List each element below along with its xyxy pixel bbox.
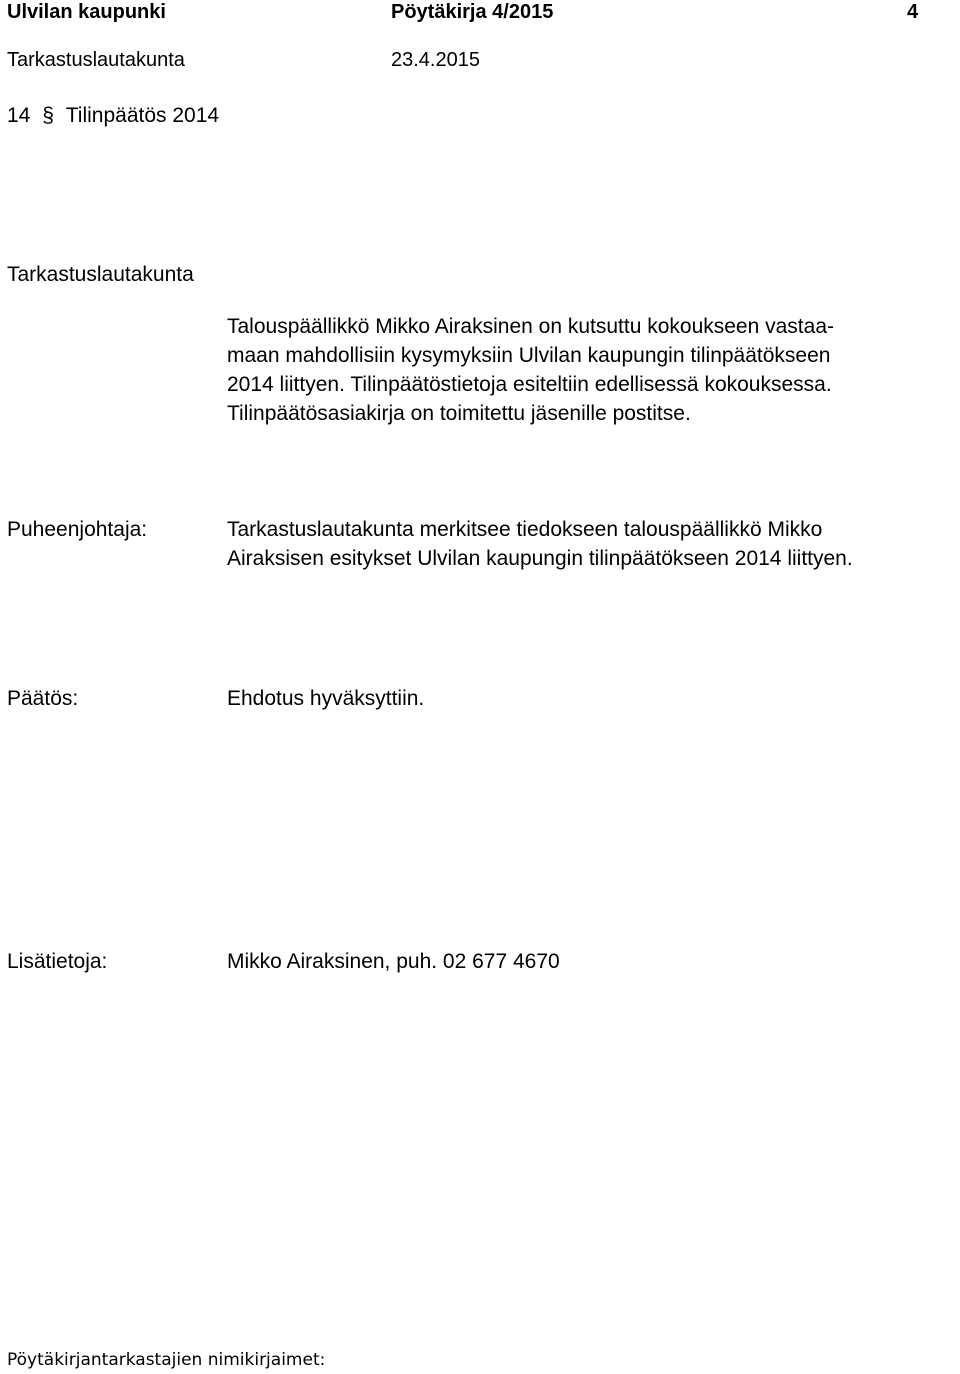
page-number: 4 xyxy=(907,1,919,23)
committee-name: Tarkastuslautakunta xyxy=(7,49,185,71)
paragraph-line: maan mahdollisiin kysymyksiin Ulvilan kaupungin tilinpäätökseen xyxy=(227,344,831,367)
contact-text: Mikko Airaksinen, puh. 02 677 4670 xyxy=(227,950,560,973)
footer-initials-label: Pöytäkirjantarkastajien nimikirjaimet: xyxy=(7,1350,326,1370)
paragraph-line: Tilinpäätösasiakirja on toimitettu jäsenille postitse. xyxy=(227,402,691,425)
section-title: Tilinpäätös 2014 xyxy=(65,104,220,127)
decision-text: Ehdotus hyväksyttiin. xyxy=(227,687,425,710)
organization-name: Ulvilan kaupunki xyxy=(7,1,166,23)
decision-label: Päätös: xyxy=(7,687,79,710)
paragraph-line: Talouspäällikkö Mikko Airaksinen on kutsuttu kokoukseen vastaa- xyxy=(227,315,834,338)
proposal-paragraph xyxy=(227,515,957,573)
paragraph-line: 2014 liittyen. Tilinpäätöstietoja esiteltiin edellisessä kokouksessa. xyxy=(227,373,832,396)
preparer-label: Tarkastuslautakunta xyxy=(7,263,194,286)
contact-label: Lisätietoja: xyxy=(7,950,108,973)
preparer-paragraph xyxy=(227,312,957,428)
paragraph-line: Airaksisen esitykset Ulvilan kaupungin tilinpäätökseen 2014 liittyen. xyxy=(227,547,853,570)
section-heading xyxy=(7,101,219,130)
paragraph-line: Tarkastuslautakunta merkitsee tiedokseen talouspäällikkö Mikko xyxy=(227,518,823,541)
meeting-date: 23.4.2015 xyxy=(391,49,480,71)
document-title: Pöytäkirja 4/2015 xyxy=(391,1,554,23)
section-number: 14 xyxy=(7,104,31,127)
section-symbol: § xyxy=(42,104,54,127)
proposal-label: Puheenjohtaja: xyxy=(7,518,148,541)
